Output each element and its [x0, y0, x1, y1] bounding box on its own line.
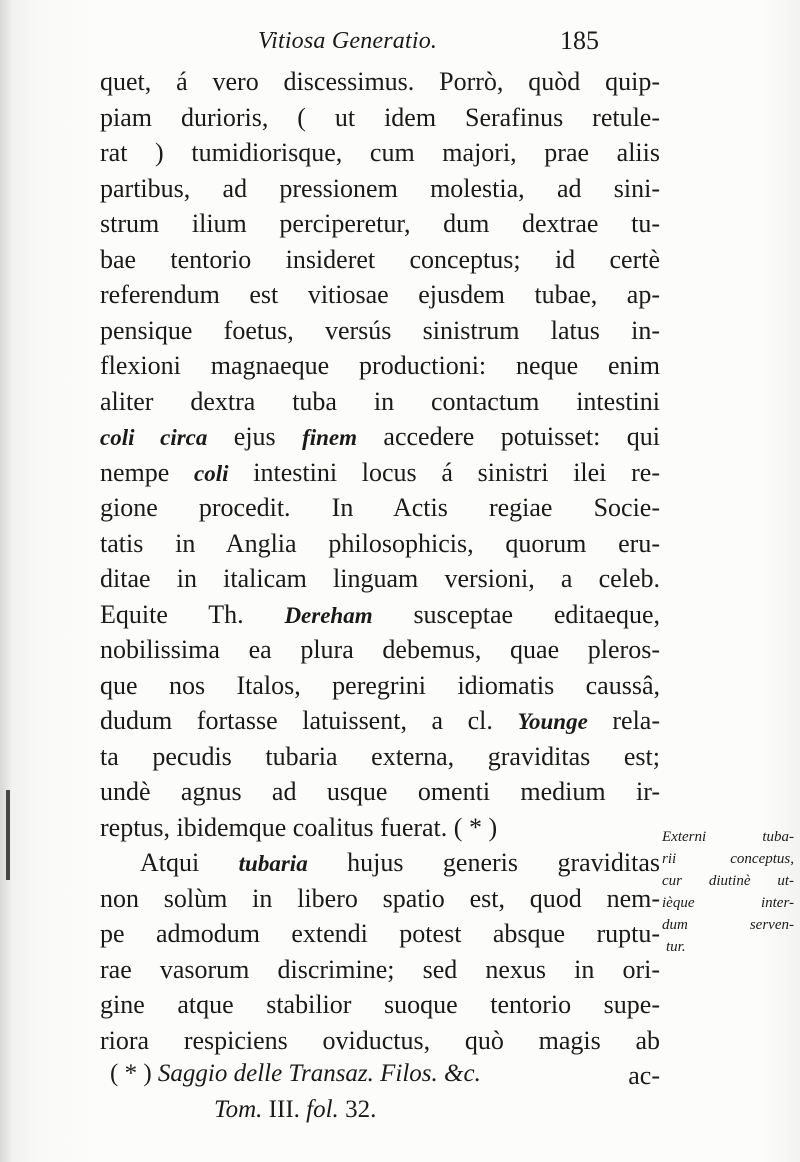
italic-term: coli circa — [100, 425, 208, 450]
text-line: ta pecudis tubaria externa, graviditas est; — [100, 741, 660, 771]
text-line: ditae in italicam linguam versioni, a celeb. — [100, 564, 660, 593]
text-line: referendum est vitiosae ejusdem tubae, ap- — [100, 280, 660, 309]
margin-note-line: cur diutinè ut- — [662, 873, 794, 889]
text-line: quet, á vero discessimus. Porrò, quòd quip- — [100, 67, 660, 96]
text-line: flexioni magnaeque productioni: neque enim — [100, 351, 660, 380]
text-line: aliter dextra tuba in contactum intestini — [100, 386, 660, 416]
text-fragment: hujus generis graviditas — [307, 848, 660, 877]
page-number: 185 — [560, 26, 599, 55]
text-fragment: ejus — [207, 422, 303, 451]
text-fragment: dudum fortasse latuissent, a cl. — [100, 706, 518, 735]
text-line: piam durioris, ( ut idem Serafinus retule- — [100, 102, 660, 132]
footnote-title: Saggio delle Transaz. Filos. &c. — [157, 1060, 481, 1087]
footnote-fol-label: fol. — [306, 1096, 339, 1123]
text-line — [100, 419, 660, 455]
text-line: bae tentorio insideret conceptus; id certè — [100, 244, 660, 274]
margin-note-line: dum serven- — [662, 917, 794, 933]
italic-term: Dereham — [284, 602, 373, 628]
text-line: pe admodum extendi potest absque ruptu- — [100, 919, 660, 948]
text-line: rae vasorum discrimine; sed nexus in ori- — [100, 954, 660, 984]
text-line: strum ilium perciperetur, dum dextrae tu- — [100, 209, 660, 238]
running-head: Vitiosa Generatio. — [258, 28, 438, 54]
text-line: riora respiciens oviductus, quò magis ab — [100, 1025, 660, 1055]
text-line: tatis in Anglia philosophicis, quorum eru- — [100, 528, 660, 558]
margin-note-line: Externi tuba- — [662, 829, 794, 845]
binding-mark — [6, 790, 10, 880]
body-text — [100, 64, 660, 1094]
text-line: gine atque stabilior suoque tentorio supe- — [100, 990, 660, 1019]
margin-note — [662, 826, 794, 958]
text-line — [100, 597, 660, 633]
text-line: pensique foetus, versús sinistrum latus in- — [100, 315, 660, 345]
margin-note-line: rii conceptus, — [662, 851, 794, 867]
text-line — [100, 703, 660, 739]
footnote-tom-label: Tom. — [214, 1096, 263, 1123]
margin-note-line: tur. — [666, 939, 686, 955]
footnote-fol-value: 32. — [338, 1096, 377, 1123]
text-line: undè agnus ad usque omenti medium ir- — [100, 777, 660, 806]
text-line — [100, 845, 660, 881]
text-line — [100, 455, 660, 491]
text-fragment: accedere potuisset: qui — [357, 422, 660, 451]
text-line: reptus, ibidemque coalitus fuerat. ( * ) — [100, 812, 498, 842]
text-fragment: nempe — [100, 457, 195, 487]
italic-term: finem — [302, 425, 358, 450]
text-fragment: Equite Th. — [100, 599, 285, 629]
text-line: non solùm in libero spatio est, quod nem- — [100, 883, 660, 913]
text-line: nobilissima ea plura debemus, quae pleros- — [100, 635, 660, 664]
italic-term: tubaria — [238, 851, 308, 876]
text-fragment: Atqui — [140, 848, 239, 877]
italic-term: Younge — [517, 709, 588, 734]
text-fragment: susceptae editaeque, — [372, 599, 660, 629]
margin-note-line: ièque inter- — [662, 895, 794, 911]
text-line: que nos Italos, peregrini idiomatis caussâ, — [100, 670, 660, 700]
catchword: ac- — [628, 1061, 660, 1090]
text-line: gione procedit. In Actis regiae Socie- — [100, 493, 660, 522]
footnote — [110, 1056, 630, 1128]
italic-term: coli — [194, 460, 229, 486]
footnote-marker: ( * ) — [110, 1060, 152, 1087]
text-fragment: intestini locus á sinistri ilei re- — [228, 457, 660, 487]
text-line: rat ) tumidiorisque, cum majori, prae aliis — [100, 138, 660, 167]
footnote-line — [110, 1056, 630, 1092]
text-fragment: rela- — [587, 706, 660, 735]
footnote-tom-value: III. — [262, 1096, 307, 1123]
footnote-line — [110, 1092, 630, 1128]
page-edge-shadow — [0, 0, 12, 1162]
text-line: partibus, ad pressionem molestia, ad sini- — [100, 173, 660, 203]
